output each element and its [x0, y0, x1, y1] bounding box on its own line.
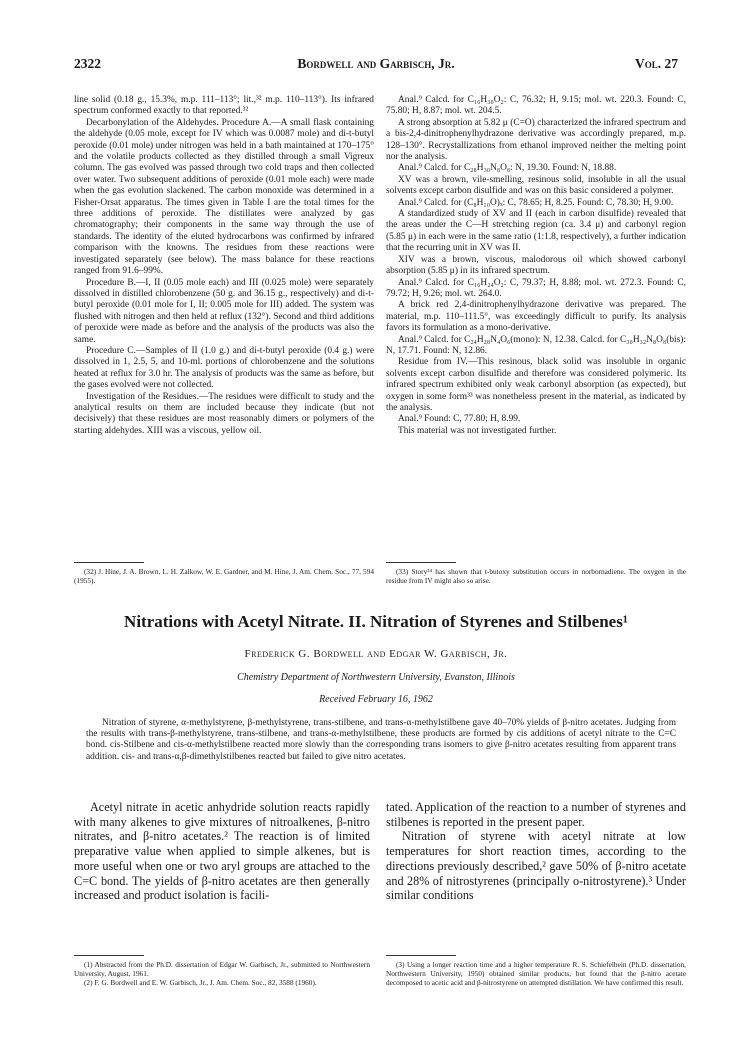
paragraph: Acetyl nitrate in acetic anhydride solution reacts rapidly with many alkenes to give mixtures of nitroalkenes, β-nitro nitrates, and β-nitro acetates.² The reaction is of limited preparative value when applied to simple alkenes, but is more useful when one or two aryl groups are attached to the C=C bond. The yields of β-nitro acetates are then generally increased and product isolation is facili-	[74, 800, 370, 903]
paragraph: Decarbonylation of the Aldehydes. Procedure A.—A small flask containing the aldehyde (0.05 mole, except for IV which was 0.0087 mole) and di-t-butyl peroxide (0.01 mole) under nitrogen was held in a bath maintained at 170–175° and the volatile products collected as they distilled through a small Vigreux column. The gas evolved was passed through two cold traps and then collected over water. Two subsequent additions of peroxide (0.01 mole each) were made when the gas evolution slackened. The carbon monoxide was determined in a Fisher-Orsat apparatus. The times given in Table I are the total times for the three additions of peroxide. The distillates were analyzed by gas chromatography; their components in the same way through the use of standards. The identity of the eluted hydrocarbons was confirmed by infrared comparison with the knowns. The residues from these reactions were investigated separately (see below). The mass balance for these reactions ranged from 91.6–99%.	[74, 117, 374, 277]
footnotes-right	[386, 960, 686, 987]
paragraph: Anal.⁹ Calcd. for C₁₆H₂₄O₂: C, 79.37; H, 8.88; mol. wt. 272.3. Found: C, 79.72; H, 9.26; mol. wt. 264.0.	[386, 277, 686, 299]
paragraph: tated. Application of the reaction to a number of styrenes and stilbenes is reported in the present paper.	[386, 800, 686, 829]
running-title: Bordwell and Garbisch, Jr.	[297, 56, 455, 71]
article-affiliation: Chemistry Department of Northwestern University, Evanston, Illinois	[237, 672, 515, 683]
paragraph: Procedure B.—I, II (0.05 mole each) and III (0.025 mole) were separately dissolved in distilled chlorobenzene (50 g. and 36.15 g., respectively) and di-t-butyl peroxide (0.01 mole for I, II; 0.005 mole for III) added. The system was flushed with nitrogen and then held at reflux (132°). Second and third additions of peroxide were made as before and the analysis of the products was also the same.	[74, 277, 374, 345]
page-header	[74, 56, 678, 78]
prev-article-right-column	[386, 95, 686, 437]
article-authors: Frederick G. Bordwell and Edgar W. Garbisch, Jr.	[244, 648, 508, 660]
received-date: Received February 16, 1962	[319, 694, 433, 705]
paragraph: This material was not investigated further.	[398, 425, 557, 436]
paragraph: Anal.⁹ Calcd. for C₂₄H₂₈N₄O₆(mono): N, 12.38. Calcd. for C₃₀H₃₂N₈O₈(bis): N, 17.71. Found: N, 12.86.	[386, 334, 686, 356]
body-right-column	[386, 800, 686, 903]
footnote-rule	[386, 562, 456, 563]
paragraph: A standardized study of XV and II (each in carbon disulfide) revealed that the areas under the C—H stretching region (ca. 3.4 μ) and carbonyl region (5.85 μ) in each were in the same ratio (1:1.8, respectively), a further indication that the recurring unit in XV was II.	[386, 209, 686, 254]
prev-footnotes-right	[386, 567, 686, 585]
paragraph: Anal.⁹ Calcd. for (C₈H₁₀O)ₓ: C, 78.65; H, 8.25. Found: C, 78.30; H, 9.00.	[398, 197, 674, 208]
footnote: (1) Abstracted from the Ph.D. dissertation of Edgar W. Garbisch, Jr., submitted to Northwestern University, August, 1961.	[74, 960, 370, 978]
footnote-rule	[386, 955, 456, 956]
body-left-column	[74, 800, 370, 903]
footnote: (3) Using a longer reaction time and a higher temperature R. S. Schiefelbein (Ph.D. dissertation, Northwestern University, 1950) obtained similar products, but found that the β-nitro acetate decomposed to acetic acid and β-nitrostyrene on attempted distillation. We have confirmed this result.	[386, 960, 686, 987]
paragraph: A strong absorption at 5.82 μ (C=O) characterized the infrared spectrum and a bis-2,4-dinitrophenylhydrazone derivative was accordingly prepared, m.p. 128–130°. Recrystallizations from ethanol improved neither the melting point nor the analysis.	[386, 117, 686, 163]
volume-label: Vol. 27	[634, 56, 678, 71]
paragraph: Investigation of the Residues.—The residues were difficult to study and the analytical results on them are included because they indicate (but not decisively) that these residues are most reasonably dimers or polymers of the starting aldehydes. XIII was a viscous, yellow oil.	[74, 391, 374, 436]
footnote: (33) Story³⁴ has shown that t-butoxy substitution occurs in norbornadiene. The oxygen in the residue from IV might also so arise.	[386, 567, 686, 585]
prev-footnotes-left	[74, 567, 374, 585]
footnote-rule	[74, 955, 144, 956]
paragraph: Nitration of styrene with acetyl nitrate at low temperatures for short reaction times, according to the directions previously described,² gave 50% of β-nitro acetate and 28% of nitrostyrenes (principally o-nitrostyrene).³ Under similar conditions	[386, 829, 686, 903]
article-abstract	[86, 718, 676, 763]
abstract-text: Nitration of styrene, α-methylstyrene, β-methylstyrene, trans-stilbene, and trans-α-methylstilbene gave 40–70% yields of β-nitro acetates. Judging from the results with trans-β-methylstyrene, trans-stilbene, and trans-α-methylstilbene, these products are formed by cis additions of acetyl nitrate to the C=C bond. cis-Stilbene and cis-α-methylstilbene reacted more slowly than the corresponding trans isomers to give β-nitro acetates resulting from apparent trans addition. cis- and trans-α,β-dimethylstilbenes reacted but failed to give nitro acetates.	[86, 718, 676, 762]
footnotes-left	[74, 960, 370, 987]
paragraph: Anal.⁹ Calcd. for C₁₆H₃₀O₂: C, 76.32; H, 9.15; mol. wt. 220.3. Found: C, 75.80; H, 8.87; mol. wt. 204.5.	[386, 95, 686, 117]
paragraph: A brick red 2,4-dinitrophenylhydrazone derivative was prepared. The material, m.p. 110–111.5°, was exceedingly difficult to purify. Its analysis favors its formulation as a mono-derivative.	[386, 300, 686, 334]
footnote: (32) J. Hine, J. A. Brown, L. H. Zalkow, W. E. Gardner, and M. Hine, J. Am. Chem. Soc., 77, 594 (1955).	[74, 567, 374, 585]
article-title: Nitrations with Acetyl Nitrate. II. Nitration of Styrenes and Stilbenes¹	[124, 612, 628, 631]
prev-article-left-column	[74, 95, 374, 437]
paragraph: XV was a brown, vile-smelling, resinous solid, insoluble in all the usual solvents except carbon disulfide and was on this basic considered a polymer.	[386, 174, 686, 197]
page-number: 2322	[74, 56, 101, 71]
footnote-rule	[74, 562, 144, 563]
paragraph: Residue from IV.—This resinous, black solid was insoluble in organic solvents except carbon disulfide and therefore was considered polymeric. Its infrared spectrum exhibited only weak carbonyl absorption (as expected), but oxygen in some form³³ was nonetheless present in the material, as indicated by the analysis.	[386, 357, 686, 413]
footnote: (2) F. G. Bordwell and E. W. Garbisch, Jr., J. Am. Chem. Soc., 82, 3588 (1960).	[84, 978, 317, 987]
paragraph: Procedure C.—Samples of II (1.0 g.) and di-t-butyl peroxide (0.4 g.) were dissolved in 1, 2.5, 5, and 10-ml. portions of chlorobenzene and the solutions heated at reflux for 3.0 hr. The analysis of products was the same as before, but the gases evolved were not collected.	[74, 345, 374, 391]
paragraph: line solid (0.18 g., 15.3%, m.p. 111–113°; lit.,³² m.p. 110–113°). Its infrared spectrum conformed exactly to that reported.³²	[74, 95, 374, 117]
paragraph: Anal.⁹ Calcd. for C₂₈H₃₀N₈O₈: N, 19.30. Found: N, 18.88.	[398, 163, 617, 174]
paragraph: Anal.⁹ Found: C, 77.80; H, 8.99.	[398, 414, 521, 425]
paragraph: XIV was a brown, viscous, malodorous oil which showed carbonyl absorption (5.85 μ) in its infrared spectrum.	[386, 254, 686, 277]
